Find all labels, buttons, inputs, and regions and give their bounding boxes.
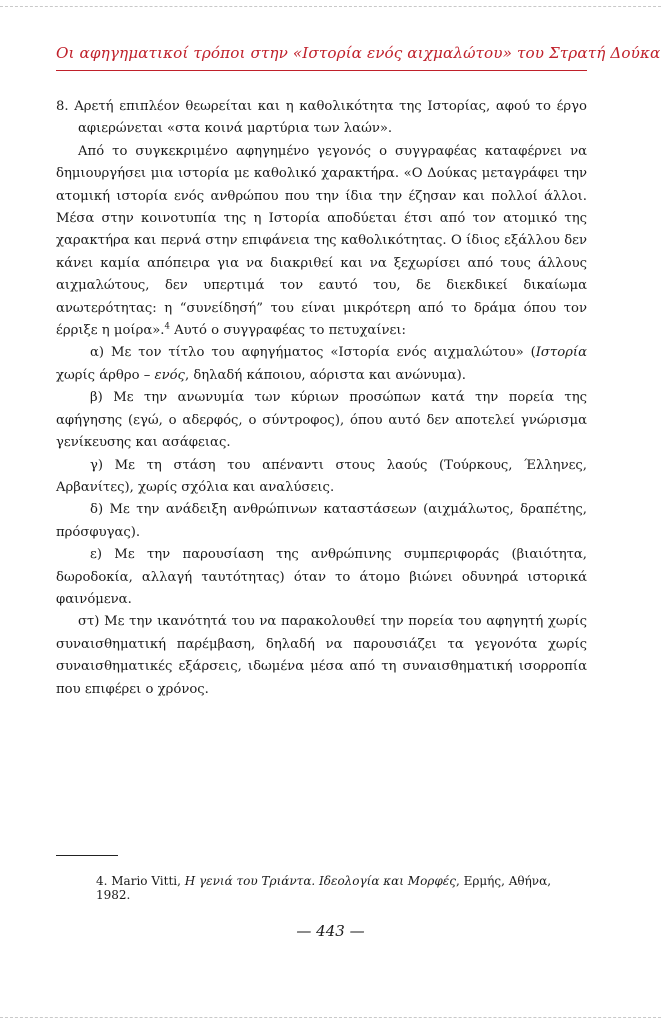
page-edge-top [0, 6, 661, 7]
list-item-a-italic-1: Ιστορία [535, 345, 587, 361]
body-text [56, 96, 587, 701]
list-item-f: στ) Με την ικανότητά του να παρακολουθεί την πορεία του αφηγητή χωρίς συναισθηματική παρέμβαση, δηλαδή να παρουσιάζει τα γεγονότα χωρίς συναισθηματικές εξάρσεις, ιδωμένα μέσα από τη συναισθηματική ισορροπία που επιφέρει ο χρόνος. [56, 614, 587, 697]
footnote-author: Mario Vitti, [107, 874, 185, 888]
running-header: Οι αφηγηματικοί τρόποι στην «Ιστορία ενός αιχμαλώτου» του Στρατή Δούκα [56, 44, 661, 62]
quote-text: Από το συγκεκριμένο αφηγημένο γεγονός ο συγγραφέας καταφέρνει να δημιουργήσει μια ιστορία με καθολικό χαρακτήρα. «Ο Δούκας μεταγράφει την ατομική ιστορία ενός ανθρώπου που την ίδια την έζησαν και πολλοί άλλοι. Μέσα στην κοινοτυπία της η Ιστορία αποδύεται έτσι από τον ατομικό της χαρακτήρα και περνά στην επιφάνεια της καθολικότητας. Ο ίδιος εξάλλου δεν κάνει καμία απόπειρα για να διακριθεί και να ξεχωρίσει από τους άλλους αιχμαλώτους, δεν υπερτιμά τον εαυτό του, δε διεκδικεί δικαίωμα ανωτερότητας: η “συνείδησή” του είναι μικρότερη από το δράμα όπου τον έρριξε η μοίρα». [56, 143, 587, 339]
header-rule [56, 70, 587, 71]
list-item-a-text: α) Με τον τίτλο του αφηγήματος «Ιστορία ενός αιχμαλώτου» ( [90, 345, 536, 361]
list-item-b: β) Με την ανωνυμία των κύριων προσώπων κατά την πορεία της αφήγησης (εγώ, ο αδερφός, ο σύντροφος), όπου αυτό δεν αποτελεί γνώρισμα γενίκευσης και ασάφειας. [56, 390, 587, 451]
list-item-a-end: , δηλαδή κάποιου, αόριστα και ανώνυμα). [184, 367, 466, 383]
list-item-c: γ) Με τη στάση του απέναντι στους λαούς (Τούρκους, Έλληνες, Αρβανίτες), χωρίς σχόλια και αναλύσεις. [56, 457, 587, 495]
footnote-ref: 4 [164, 321, 170, 332]
list-item-a-italic-2: ενός [154, 367, 185, 383]
paragraph-quote [56, 141, 587, 343]
paragraph-8: 8. Αρετή επιπλέον θεωρείται και η καθολικότητα της Ιστορίας, αφού το έργο αφιερώνεται «στα κοινά μαρτύρια των λαών». [56, 99, 587, 137]
footnote-publisher: , Ερμής, Αθήνα, 1982. [96, 874, 552, 902]
footnote-rule [56, 855, 118, 856]
page-edge-bottom [0, 1017, 661, 1018]
footnote-title: Η γενιά του Τριάντα. Ιδεολογία και Μορφές [184, 874, 456, 888]
list-item-e: ε) Με την παρουσίαση της ανθρώπινης συμπεριφοράς (βιαιότητα, δωροδοκία, αλλαγή ταυτότητας) όταν το άτομο βιώνει οδυνηρά ιστορικά φαινόμενα. [56, 547, 587, 607]
list-item-a [56, 342, 587, 387]
list-item-a-mid: χωρίς άρθρο – [56, 367, 155, 383]
footnote [96, 874, 576, 902]
page-number: — 443 — [296, 922, 365, 940]
list-item-d: δ) Με την ανάδειξη ανθρώπινων καταστάσεων (αιχμάλωτος, δραπέτης, πρόσφυγας). [56, 502, 587, 540]
footnote-number: 4. [96, 874, 108, 888]
quote-tail: Αυτό ο συγγραφέας το πετυχαίνει: [169, 323, 406, 339]
